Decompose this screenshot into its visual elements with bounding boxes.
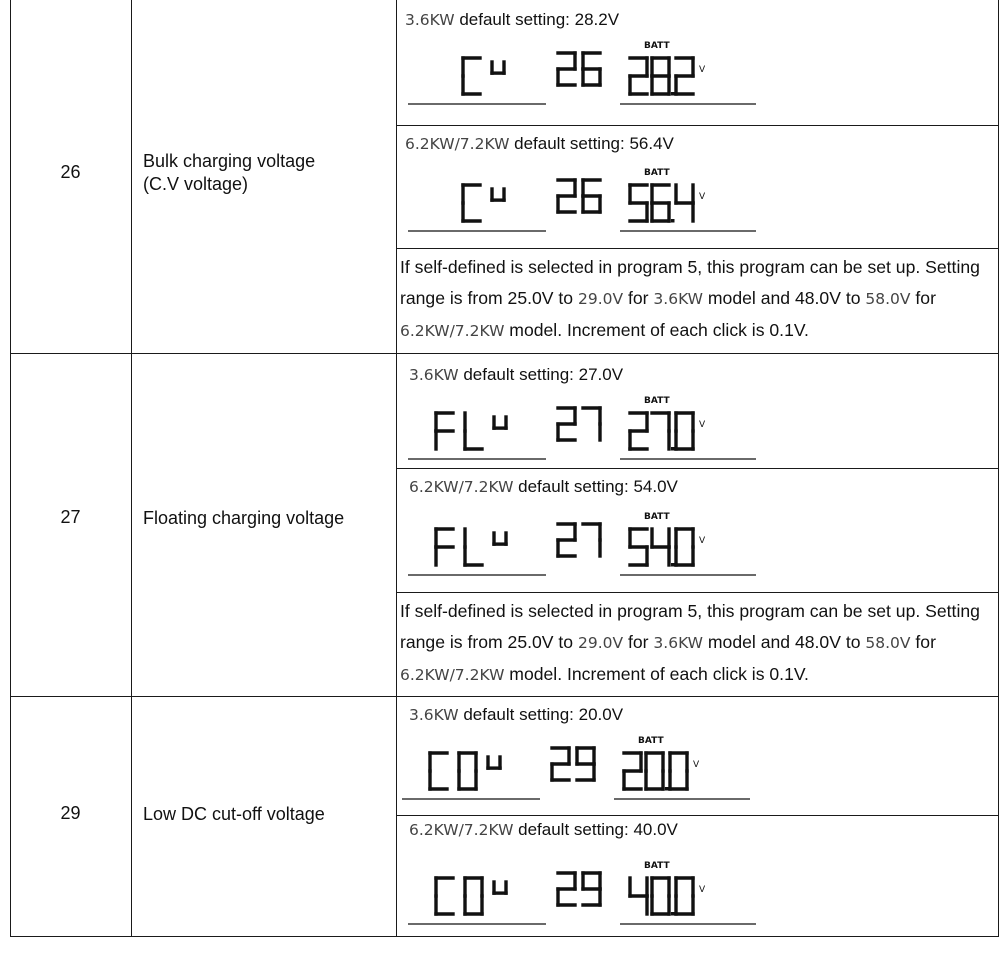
description-line: Low DC cut-off voltage xyxy=(143,804,325,824)
batt-label: BATT xyxy=(644,396,670,406)
lcd-svg xyxy=(408,163,768,235)
setting-label xyxy=(405,134,674,154)
lcd-glyph xyxy=(630,58,647,94)
lcd-glyph xyxy=(558,408,575,440)
program-description xyxy=(143,507,388,530)
program-number: 26 xyxy=(60,162,81,182)
model-name: 6.2KW/7.2KW xyxy=(405,135,510,153)
decimal-point xyxy=(671,219,675,223)
lcd-glyph xyxy=(583,408,600,440)
program-description xyxy=(143,803,388,826)
lcd-glyph xyxy=(676,185,693,221)
lcd-glyph xyxy=(436,413,453,449)
lcd-glyph xyxy=(676,58,693,94)
setting-text: default setting: xyxy=(458,365,579,384)
lcd-glyph xyxy=(494,533,506,544)
cell-separator xyxy=(396,248,999,249)
lcd-glyph xyxy=(583,180,600,212)
lcd-glyph xyxy=(670,753,687,789)
lcd-glyph xyxy=(630,529,647,565)
lcd-glyph xyxy=(492,62,504,73)
lcd-glyph xyxy=(630,413,647,449)
unit-label: V xyxy=(699,192,706,202)
lcd-glyph xyxy=(463,185,480,221)
lcd-display xyxy=(408,163,768,235)
lcd-glyph xyxy=(624,753,641,789)
lcd-glyph xyxy=(492,189,504,200)
table-border-bottom xyxy=(10,936,999,937)
lcd-glyph xyxy=(436,529,453,565)
lcd-glyph xyxy=(676,413,693,449)
note-value: 29.0V xyxy=(577,634,624,652)
lcd-glyph xyxy=(676,529,693,565)
note-text: for xyxy=(623,288,654,308)
lcd-glyph xyxy=(465,529,482,565)
table-divider-1 xyxy=(131,0,132,937)
program-number: 29 xyxy=(60,803,81,823)
setting-label xyxy=(409,820,678,840)
lcd-svg xyxy=(408,507,768,579)
program-note xyxy=(400,596,995,691)
lcd-glyph xyxy=(463,58,480,94)
description-line: Floating charging voltage xyxy=(143,508,345,528)
lcd-glyph xyxy=(646,753,663,789)
lcd-glyph xyxy=(465,413,482,449)
setting-label xyxy=(405,10,619,30)
note-value: 58.0V xyxy=(865,290,911,308)
lcd-glyph xyxy=(494,882,506,893)
note-text: for xyxy=(910,288,936,308)
decimal-point xyxy=(671,92,675,96)
lcd-glyph xyxy=(652,185,669,221)
note-model: 6.2KW/7.2KW xyxy=(400,666,505,684)
batt-label: BATT xyxy=(644,168,670,178)
batt-label: BATT xyxy=(644,861,670,871)
unit-label: V xyxy=(699,420,706,430)
setting-text: default setting: xyxy=(513,477,634,496)
note-text: model. Increment of each click is 0.1V. xyxy=(504,320,809,340)
program-note xyxy=(400,252,995,347)
note-value: 58.0V xyxy=(865,634,911,652)
lcd-display xyxy=(408,507,768,579)
lcd-glyph xyxy=(583,873,600,905)
row-separator xyxy=(10,696,999,697)
note-text: for xyxy=(623,632,654,652)
lcd-svg xyxy=(408,36,768,108)
batt-label: BATT xyxy=(638,736,664,746)
lcd-svg xyxy=(402,731,762,803)
cell-separator xyxy=(396,592,999,593)
setting-label xyxy=(409,477,678,497)
note-model: 3.6KW xyxy=(653,634,704,652)
lcd-glyph xyxy=(436,878,453,914)
setting-text: default setting: xyxy=(509,134,630,153)
lcd-glyph xyxy=(465,878,482,914)
description-line: (C.V voltage) xyxy=(143,174,249,194)
lcd-glyph xyxy=(488,757,500,768)
table-border-left xyxy=(10,0,11,937)
lcd-glyph xyxy=(430,753,447,789)
description-line: Bulk charging voltage xyxy=(143,151,316,171)
setting-value: 56.4V xyxy=(629,134,674,153)
cell-separator xyxy=(396,468,999,469)
batt-label: BATT xyxy=(644,512,670,522)
program-description xyxy=(143,150,388,196)
lcd-glyph xyxy=(583,524,600,556)
lcd-display xyxy=(402,731,762,803)
model-name: 6.2KW/7.2KW xyxy=(409,478,514,496)
cell-separator xyxy=(396,815,999,816)
note-text: model and 48.0V to xyxy=(703,288,866,308)
lcd-svg xyxy=(408,391,768,463)
model-name: 3.6KW xyxy=(409,366,459,384)
note-text: for xyxy=(910,632,936,652)
lcd-glyph xyxy=(552,748,569,780)
setting-label xyxy=(409,705,623,725)
lcd-display xyxy=(408,391,768,463)
decimal-point xyxy=(671,447,675,451)
setting-text: default setting: xyxy=(454,10,575,29)
note-text: model and 48.0V to xyxy=(703,632,866,652)
lcd-glyph xyxy=(676,878,693,914)
setting-value: 28.2V xyxy=(574,10,620,29)
unit-label: V xyxy=(699,885,706,895)
lcd-glyph xyxy=(558,53,575,85)
setting-text: default setting: xyxy=(513,820,634,839)
lcd-glyph xyxy=(630,878,647,914)
model-name: 3.6KW xyxy=(409,706,459,724)
lcd-glyph xyxy=(577,748,594,780)
decimal-point xyxy=(665,787,669,791)
lcd-glyph xyxy=(652,58,669,94)
note-model: 6.2KW/7.2KW xyxy=(400,322,505,340)
setting-label xyxy=(409,365,623,385)
setting-value: 20.0V xyxy=(578,705,624,724)
lcd-display xyxy=(408,36,768,108)
note-text: If self-defined is selected in program 5, this program can be set up. Setting range is from 25.0V to xyxy=(400,257,980,308)
setting-value: 40.0V xyxy=(633,820,678,839)
batt-label: BATT xyxy=(644,41,670,51)
unit-label: V xyxy=(693,760,700,770)
program-number: 27 xyxy=(60,507,81,527)
row-separator xyxy=(10,353,999,354)
note-text: model. Increment of each click is 0.1V. xyxy=(504,664,809,684)
decimal-point xyxy=(671,912,675,916)
cell-separator xyxy=(396,125,999,126)
lcd-glyph xyxy=(558,524,575,556)
model-name: 6.2KW/7.2KW xyxy=(409,821,514,839)
lcd-glyph xyxy=(583,53,600,85)
note-text: If self-defined is selected in program 5, this program can be set up. Setting range is from 25.0V to xyxy=(400,601,980,652)
lcd-glyph xyxy=(652,878,669,914)
note-value: 29.0V xyxy=(577,290,624,308)
unit-label: V xyxy=(699,65,706,75)
lcd-glyph xyxy=(494,417,506,428)
lcd-glyph xyxy=(558,873,575,905)
lcd-glyph xyxy=(652,413,669,449)
lcd-glyph xyxy=(459,753,476,789)
lcd-glyph xyxy=(630,185,647,221)
setting-value: 27.0V xyxy=(578,365,624,384)
model-name: 3.6KW xyxy=(405,11,455,29)
decimal-point xyxy=(671,563,675,567)
setting-value: 54.0V xyxy=(633,477,678,496)
note-model: 3.6KW xyxy=(653,290,704,308)
lcd-svg xyxy=(408,856,768,928)
unit-label: V xyxy=(699,536,706,546)
lcd-glyph xyxy=(652,529,669,565)
setting-text: default setting: xyxy=(458,705,579,724)
lcd-display xyxy=(408,856,768,928)
lcd-glyph xyxy=(558,180,575,212)
